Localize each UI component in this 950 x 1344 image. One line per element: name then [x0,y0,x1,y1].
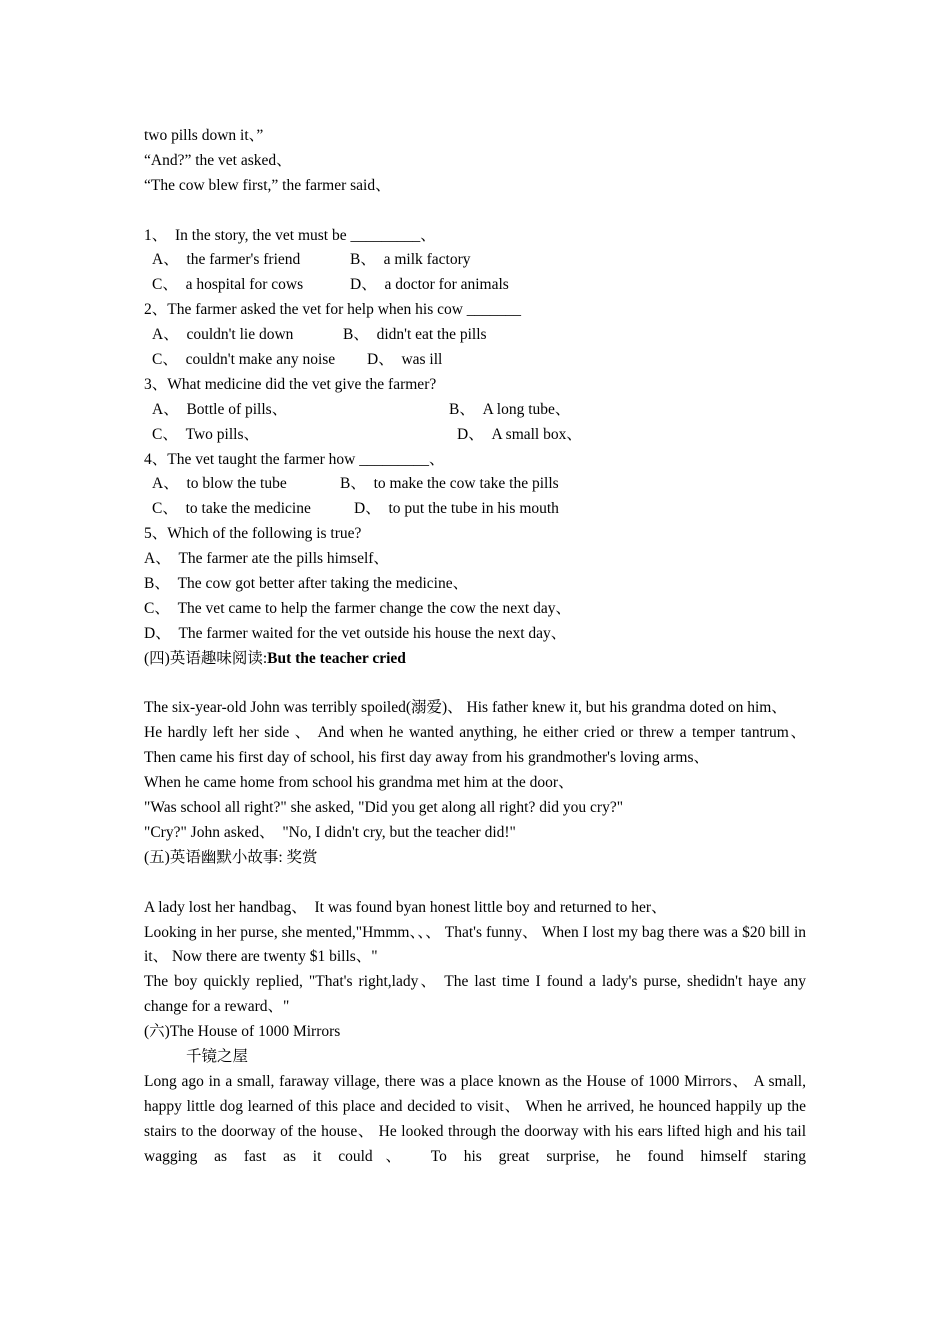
option-d: D、 to put the tube in his mouth [354,500,559,518]
question-1-stem: 1、 In the story, the vet must be _________、 [144,226,436,244]
section-4-heading-title: But the teacher cried [267,649,406,667]
story-line: two pills down it、” [144,127,264,144]
section-6-subtitle: 千镜之屋 [186,1048,249,1066]
section-5-paragraph: The boy quickly replied, "That's right,lady、 The last time I found a lady's purse, shedidn't haye any change for a reward、" [144,973,806,1016]
option-d: D、 was ill [367,351,443,369]
option-d: D、 The farmer waited for the vet outside his house the next day、 [144,624,567,642]
section-6-paragraph: Long ago in a small, faraway village, there was a place known as the House of 1000 Mirrors、 A small, happy little dog learned of this place and decided to visit、 When he arrived, he hounced happily up the stairs to the doorway of the house、 He looked through the doorway with his ears lifted high and his tail wagging as fast as it could、 To his great surprise, he found himself staring [144,1072,806,1165]
option-c: C、 to take the medicine [152,500,311,518]
question-3-options-row1 [144,398,806,423]
question-3-stem: 3、What medicine did the vet give the farmer? [144,375,437,393]
question-4-options-row2 [144,497,806,522]
option-c: C、 The vet came to help the farmer change the cow the next day、 [144,599,571,617]
section-5-paragraph: A lady lost her handbag、 It was found byan honest little boy and returned to her、 [144,898,667,916]
section-4-paragraph: The six-year-old John was terribly spoiled(溺爱)、 His father knew it, but his grandma doted on him、 [144,699,787,717]
question-2-stem: 2、The farmer asked the vet for help when his cow _______ [144,301,522,319]
option-c: C、 a hospital for cows [152,276,304,294]
question-3-options-row2 [144,423,806,448]
question-2-options-row2 [144,348,806,373]
option-c: C、 Two pills、 [152,425,259,443]
section-6-heading: (六)The House of 1000 Mirrors [144,1023,341,1041]
story-line: “And?” the vet asked、 [144,151,292,169]
option-b: B、 The cow got better after taking the medicine、 [144,575,469,593]
document-page [144,124,806,1170]
option-a: A、 Bottle of pills、 [152,400,288,418]
option-b: B、 a milk factory [350,251,471,269]
question-1-options-row2 [144,273,806,298]
spacer [144,672,806,697]
question-2-options-row1 [144,323,806,348]
question-4-options-row1 [144,472,806,497]
section-5-paragraph: Looking in her purse, she mented,"Hmmm、、、 That's funny、 When I lost my bag there was a $20 bill in it、 Now there are twenty $1 bills、" [144,923,806,966]
option-b: B、 didn't eat the pills [343,326,487,344]
option-b: B、 to make the cow take the pills [340,475,559,493]
section-4-paragraph: When he came home from school his grandma met him at the door、 [144,774,574,792]
section-4-paragraph: He hardly left her side 、 And when he wanted anything, he either cried or threw a temper tantrum、 Then came his first day of school, his first day away from his grandmother's loving arms、 [144,724,806,767]
spacer [144,871,806,896]
story-line: “The cow blew first,” the farmer said、 [144,176,391,194]
option-a: A、 to blow the tube [152,475,287,493]
section-4-heading-prefix: (四)英语趣味阅读: [144,649,268,667]
option-d: D、 a doctor for animals [350,276,509,294]
section-4-paragraph: "Cry?" John asked、 "No, I didn't cry, but the teacher did!" [144,823,516,841]
question-1-options-row1 [144,248,806,273]
question-5-stem: 5、Which of the following is true? [144,525,362,543]
option-c: C、 couldn't make any noise [152,351,336,369]
section-5-heading: (五)英语幽默小故事: 奖赏 [144,848,318,866]
option-a: A、 The farmer ate the pills himself、 [144,550,389,568]
option-a: A、 the farmer's friend [152,251,301,269]
spacer [144,199,806,224]
question-4-stem: 4、The vet taught the farmer how _________、 [144,450,445,468]
option-a: A、 couldn't lie down [152,326,294,344]
option-b: B、 A long tube、 [449,400,571,418]
section-4-heading [144,647,806,672]
section-4-paragraph: "Was school all right?" she asked, "Did you get along all right? did you cry?" [144,799,624,817]
option-d: D、 A small box、 [457,425,582,443]
